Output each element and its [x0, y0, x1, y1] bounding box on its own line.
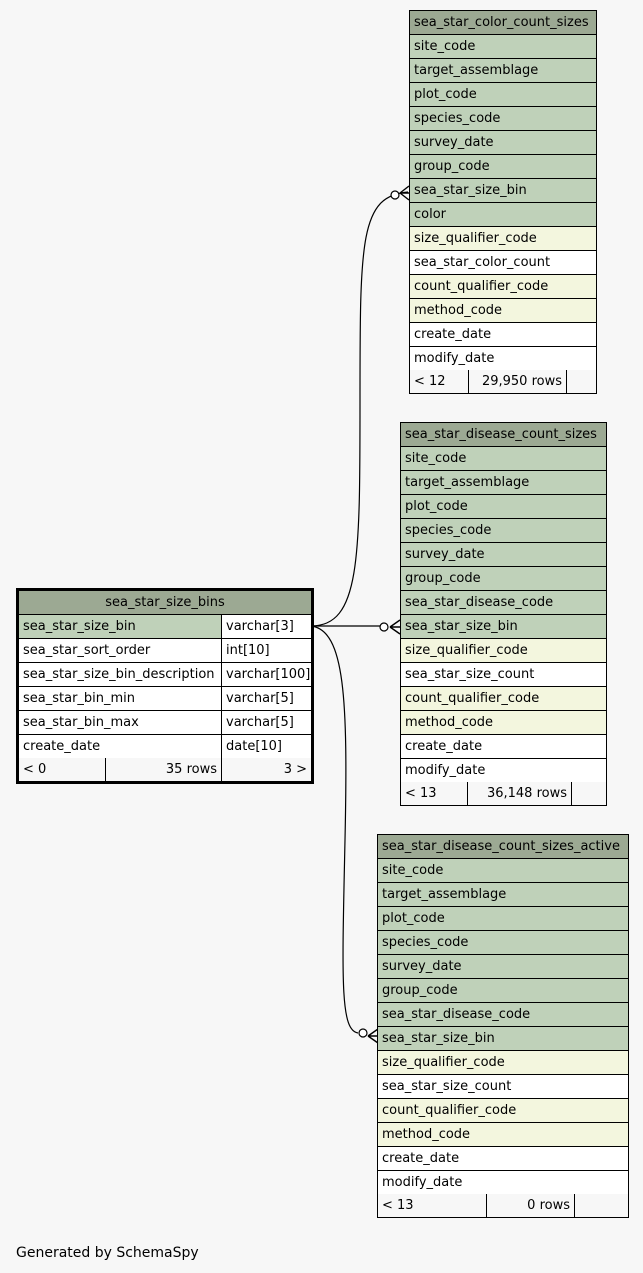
table-row [378, 1051, 628, 1074]
column-name[interactable]: count_qualifier_code [378, 1099, 628, 1122]
column-name[interactable]: method_code [410, 299, 596, 322]
table-row [378, 883, 628, 906]
table-footer [410, 370, 596, 393]
children-count [571, 782, 606, 805]
table-row [410, 131, 596, 154]
children-count [574, 1194, 628, 1217]
table-row [401, 735, 606, 758]
column-name[interactable]: method_code [401, 711, 606, 734]
table-row [401, 759, 606, 782]
table-row [410, 107, 596, 130]
column-name[interactable]: color [410, 203, 596, 226]
table-sea-star-disease-count-sizes-active[interactable] [377, 834, 629, 1218]
table-row [410, 179, 596, 202]
column-name[interactable]: group_code [401, 567, 606, 590]
column-name[interactable]: sea_star_size_count [378, 1075, 628, 1098]
column-type: varchar[3] [221, 615, 311, 638]
column-type: varchar[100] [221, 663, 311, 686]
generated-by-label: Generated by SchemaSpy [16, 1245, 199, 1261]
column-name[interactable]: sea_star_bin_min [19, 687, 221, 710]
column-type: varchar[5] [221, 687, 311, 710]
column-name[interactable]: target_assemblage [410, 59, 596, 82]
table-footer [378, 1194, 628, 1217]
column-name[interactable]: plot_code [410, 83, 596, 106]
table-row [410, 347, 596, 370]
table-row [410, 203, 596, 226]
table-row [401, 447, 606, 470]
relationship-line-color-count [311, 192, 408, 626]
table-footer [401, 782, 606, 805]
table-row [401, 711, 606, 734]
row-count: 35 rows [105, 758, 221, 781]
table-header[interactable]: sea_star_disease_count_sizes_active [378, 835, 628, 858]
column-list [19, 615, 311, 758]
table-row [378, 1003, 628, 1026]
column-name[interactable]: modify_date [378, 1171, 628, 1194]
column-name[interactable]: size_qualifier_code [410, 227, 596, 250]
table-row [401, 567, 606, 590]
column-name[interactable]: create_date [378, 1147, 628, 1170]
table-row [19, 663, 311, 686]
relationship-line-disease-active [311, 626, 358, 1033]
column-list [378, 859, 628, 1194]
row-count: 0 rows [486, 1194, 574, 1217]
table-row [19, 639, 311, 662]
column-name[interactable]: group_code [378, 979, 628, 1002]
column-name[interactable]: species_code [410, 107, 596, 130]
column-name[interactable]: target_assemblage [378, 883, 628, 906]
crowfoot-disease-count [390, 620, 400, 634]
column-name[interactable]: create_date [410, 323, 596, 346]
table-row [19, 735, 311, 758]
table-row [378, 955, 628, 978]
column-name[interactable]: species_code [401, 519, 606, 542]
table-row [401, 591, 606, 614]
table-row [19, 615, 311, 638]
table-sea-star-color-count-sizes[interactable] [409, 10, 597, 394]
column-name[interactable]: method_code [378, 1123, 628, 1146]
parents-count[interactable]: < 13 [401, 782, 467, 805]
column-name[interactable]: sea_star_disease_code [401, 591, 606, 614]
column-type: varchar[5] [221, 711, 311, 734]
table-row [410, 227, 596, 250]
table-row [401, 687, 606, 710]
column-name[interactable]: sea_star_size_count [401, 663, 606, 686]
column-name[interactable]: create_date [401, 735, 606, 758]
crowfoot-color-count [400, 186, 409, 200]
parents-count[interactable]: < 13 [378, 1194, 486, 1217]
table-row [378, 1075, 628, 1098]
column-name[interactable]: size_qualifier_code [401, 639, 606, 662]
column-name[interactable]: survey_date [401, 543, 606, 566]
column-name[interactable]: sea_star_bin_max [19, 711, 221, 734]
column-name[interactable]: sea_star_size_bin [378, 1027, 628, 1050]
table-row [410, 299, 596, 322]
column-name[interactable]: site_code [401, 447, 606, 470]
table-row [378, 1171, 628, 1194]
column-name[interactable]: sea_star_disease_code [378, 1003, 628, 1026]
table-header[interactable]: sea_star_color_count_sizes [410, 11, 596, 34]
table-row [378, 931, 628, 954]
column-name[interactable]: sea_star_size_bin [19, 615, 221, 638]
table-row [410, 323, 596, 346]
parents-count[interactable]: < 0 [19, 758, 105, 781]
column-name[interactable]: sea_star_size_bin_description [19, 663, 221, 686]
table-row [378, 859, 628, 882]
table-row [401, 615, 606, 638]
column-type: int[10] [221, 639, 311, 662]
table-sea-star-disease-count-sizes[interactable] [400, 422, 607, 806]
column-name[interactable]: modify_date [410, 347, 596, 370]
table-row [19, 711, 311, 734]
column-name[interactable]: modify_date [401, 759, 606, 782]
column-name[interactable]: species_code [378, 931, 628, 954]
column-name[interactable]: sea_star_size_bin [410, 179, 596, 202]
table-row [401, 543, 606, 566]
column-name[interactable]: sea_star_color_count [410, 251, 596, 274]
table-footer [19, 758, 311, 781]
column-name[interactable]: survey_date [410, 131, 596, 154]
column-name[interactable]: plot_code [401, 495, 606, 518]
children-count [566, 370, 596, 393]
optional-marker-disease-active [359, 1029, 367, 1037]
optional-marker-disease-count [380, 623, 388, 631]
row-count: 29,950 rows [468, 370, 566, 393]
column-type: date[10] [221, 735, 311, 758]
column-list [401, 447, 606, 782]
parents-count[interactable]: < 12 [410, 370, 468, 393]
table-row [378, 1099, 628, 1122]
table-row [378, 979, 628, 1002]
table-row [401, 471, 606, 494]
column-name[interactable]: count_qualifier_code [401, 687, 606, 710]
column-name[interactable]: count_qualifier_code [410, 275, 596, 298]
column-list [410, 35, 596, 370]
column-name[interactable]: target_assemblage [401, 471, 606, 494]
table-row [401, 663, 606, 686]
optional-marker-color-count [391, 191, 399, 199]
table-row [378, 1123, 628, 1146]
column-name[interactable]: plot_code [378, 907, 628, 930]
table-header[interactable]: sea_star_disease_count_sizes [401, 423, 606, 446]
table-row [378, 1027, 628, 1050]
table-row [410, 35, 596, 58]
table-row [401, 639, 606, 662]
children-count[interactable]: 3 > [221, 758, 311, 781]
column-name[interactable]: group_code [410, 155, 596, 178]
table-row [401, 519, 606, 542]
table-row [378, 1147, 628, 1170]
table-row [19, 687, 311, 710]
row-count: 36,148 rows [467, 782, 571, 805]
table-row [410, 59, 596, 82]
table-header[interactable]: sea_star_size_bins [19, 591, 311, 614]
column-name[interactable]: site_code [378, 859, 628, 882]
table-row [410, 251, 596, 274]
column-name[interactable]: sea_star_size_bin [401, 615, 606, 638]
table-row [378, 907, 628, 930]
column-name[interactable]: size_qualifier_code [378, 1051, 628, 1074]
table-row [410, 275, 596, 298]
table-row [401, 495, 606, 518]
column-name[interactable]: sea_star_sort_order [19, 639, 221, 662]
table-row [410, 155, 596, 178]
column-name[interactable]: site_code [410, 35, 596, 58]
table-row [410, 83, 596, 106]
column-name[interactable]: survey_date [378, 955, 628, 978]
table-sea-star-size-bins[interactable] [16, 588, 314, 784]
column-name[interactable]: create_date [19, 735, 221, 758]
